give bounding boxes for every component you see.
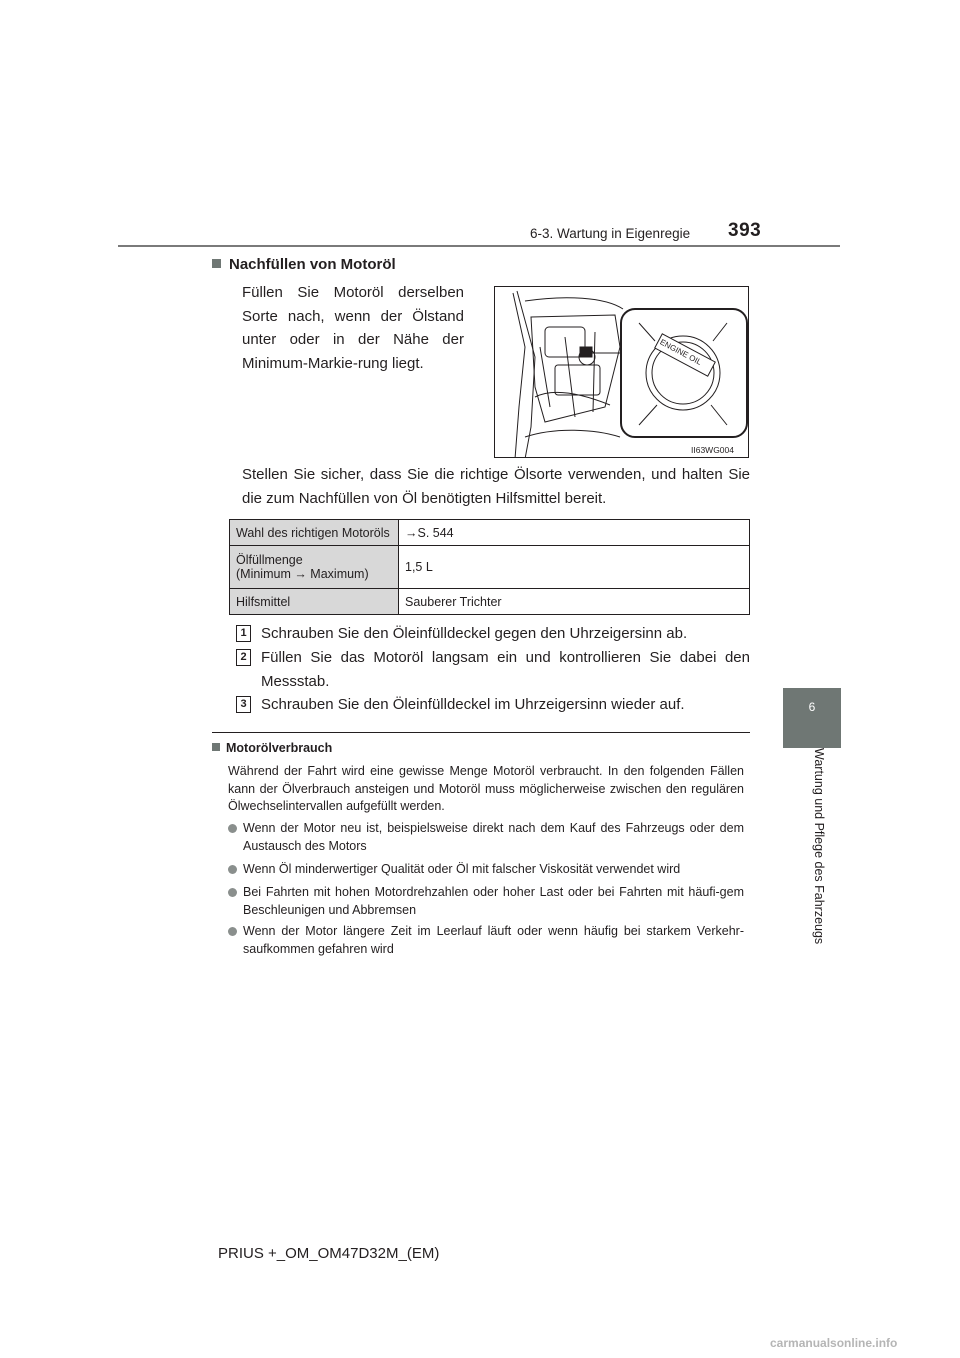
list-item-text: Wenn der Motor neu ist, beispielsweise direkt nach dem Kauf des Fahrzeugs oder dem Austausch des Motors [243,821,744,853]
step-item [236,693,750,717]
step-item [236,622,750,646]
list-item-text: Wenn der Motor längere Zeit im Leerlauf läuft oder wenn häufig bei starkem Verkehr-saufkommen gefahren wird [243,924,744,956]
step-text: Schrauben Sie den Öleinfülldeckel im Uhrzeigersinn wieder auf. [261,696,685,713]
chapter-title: Wartung und Pflege des Fahrzeugs [812,748,826,945]
table-value: Sauberer Trichter [399,589,750,615]
footer-model-code: PRIUS +_OM_OM47D32M_(EM) [218,1245,440,1262]
section-divider [212,732,750,733]
engine-oil-cap-figure [494,286,749,458]
list-item [228,820,744,855]
section-heading-text: Nachfüllen von Motoröl [229,256,396,273]
bullet-dot-icon [228,888,237,897]
table-row [230,520,750,546]
table-value: 1,5 L [399,546,750,589]
chapter-tab [783,688,841,748]
square-bullet-icon [212,259,221,268]
table-key: Hilfsmittel [230,589,399,615]
table-key-line: (Minimum → Maximum) [236,567,369,581]
step-number: 1 [236,625,251,642]
list-item [228,861,744,879]
note-paragraph: Während der Fahrt wird eine gewisse Menge Motoröl verbraucht. In den folgenden Fällen kann der Ölverbrauch ansteigen und Motoröl muss möglicherweise zwischen den regulären Ölwechselintervallen aufgefüllt werden. [228,764,744,813]
header-section-title: 6-3. Wartung in Eigenregie [530,226,691,241]
list-item-text: Wenn Öl minderwertiger Qualität oder Öl mit falscher Viskosität verwendet wird [243,862,681,876]
bullet-dot-icon [228,865,237,874]
step-number: 2 [236,649,251,666]
note-heading [212,741,332,755]
cap-label-text: ENGINE OIL [658,337,704,367]
table-row [230,589,750,615]
engine-bay-illustration [495,287,749,458]
table-row [230,546,750,589]
step-number: 3 [236,696,251,713]
step-text: Schrauben Sie den Öleinfülldeckel gegen den Uhrzeigersinn ab. [261,625,688,642]
page-number: 393 [728,220,762,241]
table-key [230,546,399,589]
figure-code: II63WG004 [691,445,734,455]
section-heading [212,256,396,273]
square-bullet-icon [212,743,220,751]
header-rule [118,245,840,247]
step-item [236,646,750,693]
step-text: Füllen Sie das Motoröl langsam ein und kontrollieren Sie dabei den Messstab. [261,649,750,690]
table-key: Wahl des richtigen Motoröls [230,520,399,546]
intro-paragraph: Füllen Sie Motoröl derselben Sorte nach, wenn der Ölstand unter oder in der Nähe der Minimum-Markie-rung liegt. [242,284,464,372]
table-key-line: Ölfüllmenge [236,553,303,567]
spec-table [229,519,750,615]
note-heading-text: Motorölverbrauch [226,741,333,755]
footer-watermark: carmanualsonline.info [770,1336,898,1350]
list-item-text: Bei Fahrten mit hohen Motordrehzahlen oder hoher Last oder bei Fahrten mit häufi-gem Beschleunigen und Abbremsen [243,885,744,917]
advice-paragraph: Stellen Sie sicher, dass Sie die richtige Ölsorte verwenden, und halten Sie die zum Nachfüllen von Öl benötigten Hilfsmittel bereit. [242,466,750,507]
table-value: →S. 544 [399,520,750,546]
list-item [228,884,744,919]
list-item [228,923,744,958]
bullet-dot-icon [228,824,237,833]
bullet-dot-icon [228,927,237,936]
chapter-number: 6 [808,700,816,714]
